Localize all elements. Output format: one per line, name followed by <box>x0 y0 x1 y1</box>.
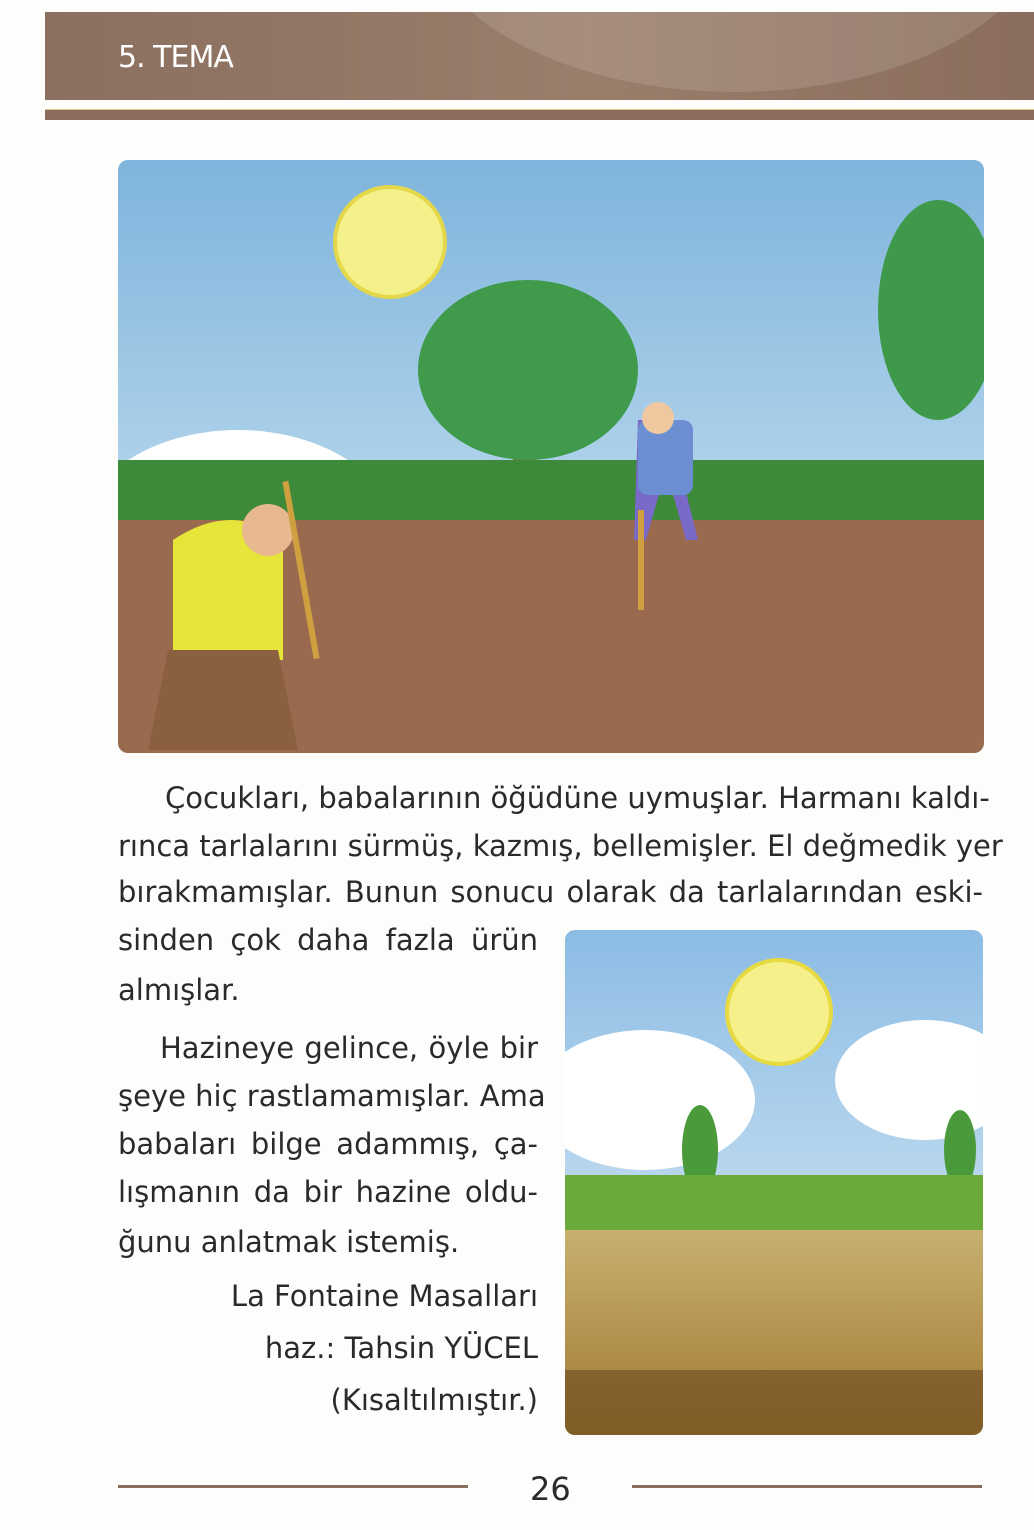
wheat-field-illustration <box>565 930 983 1435</box>
header-band <box>45 109 1034 120</box>
source-title: La Fontaine Masalları <box>230 1279 538 1313</box>
paragraph-line: rınca tarlalarını sürmüş, kazmış, bellemişler. El değmedik yer <box>118 829 1003 863</box>
paragraph-line: şeye hiç rastlamamışlar. Ama <box>118 1079 546 1113</box>
source-author: haz.: Tahsin YÜCEL <box>264 1331 538 1365</box>
footer-rule-right <box>632 1485 982 1488</box>
paragraph-line: almışlar. <box>118 973 240 1007</box>
paragraph-line: bırakmamışlar. Bunun sonucu olarak da tarlalarından eski- <box>118 875 983 909</box>
footer-rule-left <box>118 1485 468 1488</box>
paragraph-line: Çocukları, babalarının öğüdüne uymuşlar. Harmanı kaldı- <box>165 781 990 815</box>
theme-title: 5. TEMA <box>118 40 233 75</box>
paragraph-line: Hazineye gelince, öyle bir <box>160 1031 538 1065</box>
paragraph-line: babaları bilge adammış, ça- <box>118 1127 538 1161</box>
farmers-digging-illustration <box>118 160 984 753</box>
page-number: 26 <box>530 1470 571 1508</box>
abridged-note: (Kısaltılmıştır.) <box>330 1383 538 1417</box>
theme-header <box>45 12 1034 100</box>
paragraph-line: lışmanın da bir hazine oldu- <box>118 1175 538 1209</box>
paragraph-line: ğunu anlatmak istemiş. <box>118 1225 460 1259</box>
paragraph-line: sinden çok daha fazla ürün <box>118 923 538 957</box>
